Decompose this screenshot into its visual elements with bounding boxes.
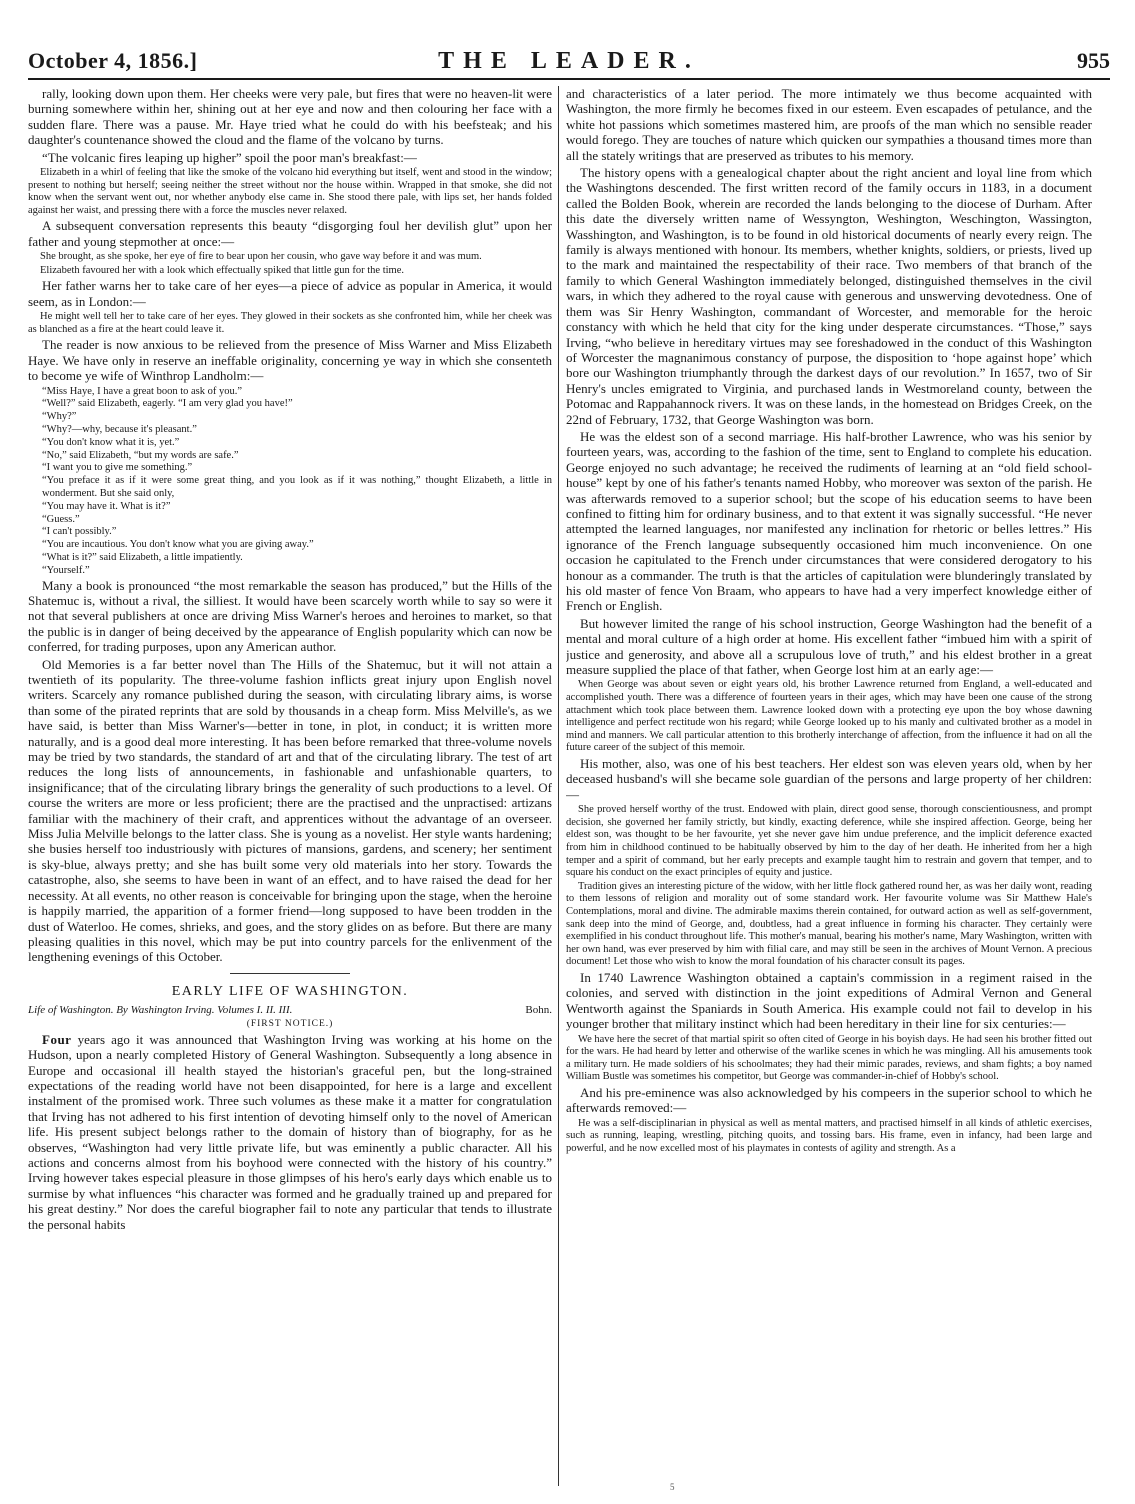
dialogue-line: “You may have it. What is it?” [42, 500, 171, 512]
book-title: Life of Washington. By Washington Irving. Volumes I. II. III. [28, 1003, 293, 1016]
book-citation [28, 1004, 552, 1017]
paragraph-text: years ago it was announced that Washington Irving was working at his home on the Hudson, upon a nearly completed History of General Washington. Subsequently a long absence in Europe and occasional ill health stayed the historian's graceful pen, but the long-strained expectations of the reading world have not been disappointed, for here is a large and excellent instalment of the promised work. Three such volumes as these make it a matter for congratulation that Irving has not adhered to his first intention of devoting himself only to the novel of American life. His present subject belongs rather to the domain of history than of biography, for as he observes, “Washington had very little private life, but was eminently a public character. All his actions and concerns almost from his boyhood were connected with the history of his country.” Irving however takes especial pleasure in those glimpses of his hero's early days which enable us to surmise by what influences “his character was formed and he gradually trained up and prepared for his great destiny.” Nor does the careful biographer fail to note any particular that tends to illustrate the personal habits [28, 1031, 552, 1232]
quoted-extract: Elizabeth favoured her with a look which effectually spiked that little gun for the time. [40, 264, 404, 276]
paragraph: rally, looking down upon them. Her cheeks were very pale, but fires that were no heaven-lit were burning somewhere within her, shining out at her eye and now and then colouring her face with a sudden flare. There was a pause. Mr. Haye tried what he could do with his beefsteak; and his daughter's countenance showed the cloud and the flame of the volcano by turns. [28, 86, 552, 148]
dialogue-line: “Yourself.” [42, 564, 90, 576]
right-column [566, 86, 1092, 1486]
quoted-extract: He might well tell her to take care of her eyes. They glowed in their sockets as she confronted him, while her cheek was as blanched as a fire at the heart could leave it. [28, 311, 552, 335]
lead-word: Four [42, 1031, 72, 1047]
quoted-extract: She brought, as she spoke, her eye of fire to bear upon her cousin, who gave way before it and was mum. [40, 251, 482, 263]
paragraph: In 1740 Lawrence Washington obtained a captain's commission in a regiment raised in the colonies, and served with distinction in the joint expeditions of Admiral Vernon and General Wentworth against the Spaniards in South America. His example could not fail to develop in his younger brother that military instinct which had been hereditary in their line for six centuries:— [566, 969, 1092, 1032]
paragraph: “The volcanic fires leaping up higher” spoil the poor man's breakfast:— [42, 149, 417, 165]
dialogue-line: “What is it?” said Elizabeth, a little impatiently. [42, 551, 243, 563]
paragraph: But however limited the range of his school instruction, George Washington had the benefit of a mental and moral culture of a high order at home. His excellent father “imbued him with a spirit of justice and generosity, and above all a scrupulous love of truth,” and his eldest brother in a great measure supplied the place of that father, when George lost him at an early age:— [566, 615, 1092, 678]
dialogue-line: “Why?—why, because it's pleasant.” [42, 424, 197, 436]
section-divider [230, 973, 350, 974]
quoted-extract: She proved herself worthy of the trust. Endowed with plain, direct good sense, thorough conscientiousness, and prompt decision, she governed her family strictly, but kindly, exacting deference, while she inspired affection. George, being her eldest son, was thought to be her favourite, yet she never gave him undue preference, and the implicit deference exacted from him in childhood continued to be habitually observed by him to the day of her death. He inherited from her a high temper and a spirit of command, but her early precepts and example taught him to restrain and govern that temper, and to square his conduct on the exact principles of equity and justice. [566, 804, 1092, 879]
paragraph: The history opens with a genealogical chapter about the right ancient and loyal line from which the Washingtons descended. The first written record of the family occurs in 1183, in a document called the Bolden Book, wherein are recorded the lands belonging to the diocese of Durham. After this date the diversely written name of Wessyngton, Weshington, Weschington, Wassington, Wasshington, and Washington, is to be found in old historical documents of nearly every reign. The family is always mentioned with honour. Its members, whether knights, soldiers, or priests, lived up to the mark and maintained the respectability of their race. Two members of that branch of the family to which General Washington immediately belonged, distinguished themselves in the civil wars, in which they adhered to the royal cause with generous and unswerving devotedness. One of them was Sir Henry Washington, commandant of Worcester, and memorable for the heroic constancy with which he held that city for the king under desperate circumstances. “Those,” says Irving, “who believe in hereditary virtues may see foreshadowed in the conduct of this Washington of Worcester the magnanimous constancy of purpose, the disposition to ‘hope against hope’ which bore our Washington triumphantly through the darkest days of our revolution.” In 1657, two of Sir Henry's uncles emigrated to Virginia, and purchased lands in Westmoreland county, between the Potomac and Rappahannock rivers. It was on these lands, in the homestead on Bridges Creek, on the 22nd of February, 1732, that George Washington was born. [566, 165, 1092, 427]
notice-label: (FIRST NOTICE.) [246, 1018, 334, 1029]
dialogue-line: “You preface it as if it were some great thing, and you look as if it was nothing,” thought Elizabeth, a little in wonderment. But she said only, [42, 475, 552, 499]
paragraph: Old Memories is a far better novel than The Hills of the Shatemuc, but it will not attain a twentieth of its popularity. The three-volume fashion inflicts great injury upon English novel writers. Scarcely any romance published during the season, with circulating library aims, is worse than some of the pirated reprints that are sold by thousands in a cheap form. Miss Melville's, as we have said, is better than Miss Warner's—better in tone, in plot, in conduct; it is written more naturally, and is a good deal more interesting. It has been before remarked that three-volume novels may be tried by two standards, the standard of art and that of the circulating library. The test of art reduces the long lists of announcements, in fashionable and unfashionable quarters, to insignificance; that of the circulating library brings the generality of such productions to a level. Of course the writers are more or less proficient; there are the practised and the unpractised: artizans familiar with the machinery of their craft, and apprentices without the advantage of an overseer. Miss Julia Melville belongs to the latter class. She is young as a novelist. Her style wants hardening; she busies herself too industriously with pictures of mansions, gardens, and scenery; her sentiment is sky-blue, always pretty; and she has built some very old materials into her story. Towards the catastrophe, also, she seems to have been in want of an effect, and to have raised the dead for her necessity. At all events, no other reason is conceivable for bringing upon the stage, when the heroine is happily married, the apparition of a former friend—long supposed to have been trodden in the dust of Waterloo. He comes, shrieks, and goes, and the story glides on as before. But there are many pleasing qualities in this novel, which may be put into country parcels for the enlivenment of the lengthening evenings of this October. [28, 656, 552, 965]
quoted-extract: We have here the secret of that martial spirit so often cited of George in his boyish days. He had seen his brother fitted out for the wars. He had heard by letter and otherwise of the warlike scenes in which he was mingling. All his amusements took a military turn. He made soldiers of his schoolmates; they had their mimic parades, reviews, and sham fights; a boy named William Bustle was sometimes his competitor, but George was commander-in-chief of Hobby's school. [566, 1033, 1092, 1083]
paragraph: A subsequent conversation represents this beauty “disgorging foul her devilish glut” upon her father and young stepmother at once:— [28, 218, 552, 249]
paragraph: And his pre-eminence was also acknowledged by his compeers in the superior school to which he afterwards removed:— [566, 1084, 1092, 1116]
issue-date: October 4, 1856.] [28, 48, 198, 73]
dialogue-extract [28, 386, 552, 578]
paragraph: The reader is now anxious to be relieved from the presence of Miss Warner and Miss Elizabeth Haye. We have only in reserve an ineffable originality, concerning ye way in which she consenteth to become ye wife of Winthrop Landholm:— [28, 337, 552, 384]
dialogue-line: “I want you to give me something.” [42, 462, 193, 474]
quoted-extract: Tradition gives an interesting picture of the widow, with her little flock gathered round her, as was her daily wont, reading to them lessons of religion and morality out of some standard work. Her favourite volume was Sir Matthew Hale's Contemplations, moral and divine. The admirable maxims therein contained, for outward action as well as self-government, sank deep into the mind of George, and, doubtless, had a great influence in forming his character. They certainly were exemplified in his conduct throughout life. This mother's manual, bearing his mother's name, Mary Washington, written with her own hand, was ever preserved by him with filial care, and may still be seen in the archives of Mount Vernon. A precious document! Let those who wish to know the moral foundation of his character consult its pages. [566, 880, 1092, 968]
article-heading: EARLY LIFE OF WASHINGTON. [171, 983, 409, 999]
book-publisher: Bohn. [525, 1003, 552, 1016]
dialogue-line: “Well?” said Elizabeth, eagerly. “I am very glad you have!” [42, 398, 293, 410]
paragraph: Her father warns her to take care of her eyes—a piece of advice as popular in America, it would seem, as in London:— [28, 278, 552, 309]
quoted-extract: He was a self-disciplinarian in physical as well as mental matters, and practised himself in all kinds of athletic exercises, such as running, leaping, wrestling, pitching quoits, and tossing bars. His frame, even in infancy, had been large and powerful, and he now excelled most of his playmates in contests of agility and strength. As a [566, 1117, 1092, 1154]
left-column [28, 86, 552, 1486]
masthead-title: THE LEADER. [438, 48, 700, 74]
paragraph: His mother, also, was one of his best teachers. Her eldest son was eleven years old, when by her deceased husband's will she became sole guardian of the persons and large property of her children:— [566, 756, 1092, 802]
dialogue-line: “No,” said Elizabeth, “but my words are safe.” [42, 449, 239, 461]
dialogue-line: “I can't possibly.” [42, 526, 117, 538]
footer-mark: 5 [670, 1482, 675, 1492]
page-number: 955 [1077, 48, 1110, 73]
dialogue-line: “Miss Haye, I have a great boon to ask of you.” [42, 385, 243, 397]
quoted-extract: When George was about seven or eight years old, his brother Lawrence returned from England, a well-educated and accomplished youth. There was a difference of fourteen years in their ages, which may have been one cause of the strong attachment which took place between them. Lawrence looked down with a protecting eye upon the boy whose dawning intelligence and perfect rectitude won his regard; while George looked up to his manly and cultivated brother as a model in mind and manners. We call particular attention to this brotherly interchange of affection, from the influence it had on all the future career of the subject of this memoir. [566, 679, 1092, 754]
paragraph [28, 1032, 552, 1232]
paragraph: Many a book is pronounced “the most remarkable the season has produced,” but the Hills of the Shatemuc is, without a rival, the silliest. It would have been scarcely worth while to say so were it not that several publishers at once are driving Miss Warner's heroes and heroines to market, so that the public is in danger of being deceived by the appearance of English popularity which can now be conferred, for trading purposes, upon any American author. [28, 577, 552, 655]
paragraph: and characteristics of a later period. The more intimately we thus become acquainted with Washington, the more firmly he becomes fixed in our esteem. Even escapades of petulance, and the white hot passions which sometimes mastered him, are proofs of the man which no sensible reader would forego. They are touches of nature which quicken our sympathies a thousand times more than all the stately writings that are preserved as tributes to his memory. [566, 86, 1092, 163]
column-divider [558, 86, 559, 1486]
dialogue-line: “You are incautious. You don't know what you are giving away.” [42, 539, 314, 551]
page-header [28, 44, 1110, 80]
paragraph: He was the eldest son of a second marriage. His half-brother Lawrence, who was his senior by fourteen years, was, according to the fashion of the time, sent to England to complete his education. George enjoyed no such advantage; he received the rudiments of learning at an “old field school-house” kept by one of his father's tenants named Hobby, who moreover was sexton of the parish. He was afterwards removed to a superior school; but the scope of his education seems to have been confined to fitting him for ordinary business, and to that extent it was signally successful. “He never attempted the learned languages, nor manifested any inclination for rhetoric or belles lettres.” His ignorance of the French language subsequently occasioned him much inconvenience. On one occasion he capitulated to the French under circumstances that were considered derogatory to his honour as a commander. The truth is that the articles of capitulation were blunderingly translated by his old master of fence Von Braam, who appears to have had a very imperfect knowledge either of French or English. [566, 428, 1092, 614]
quoted-extract: Elizabeth in a whirl of feeling that like the smoke of the volcano hid everything but itself, went and stood in the window; present to nothing but herself; seeing neither the street without nor the house within. Wrapped in that smoke, she did not know when the servant went out, nor whether anybody else came in. She stood there pale, with lips set, her hands folded against her waist, and pressing there with a force the muscles never relaxed. [28, 167, 552, 216]
dialogue-line: “Why?” [42, 411, 77, 423]
dialogue-line: “Guess.” [42, 513, 80, 525]
dialogue-line: “You don't know what it is, yet.” [42, 436, 180, 448]
